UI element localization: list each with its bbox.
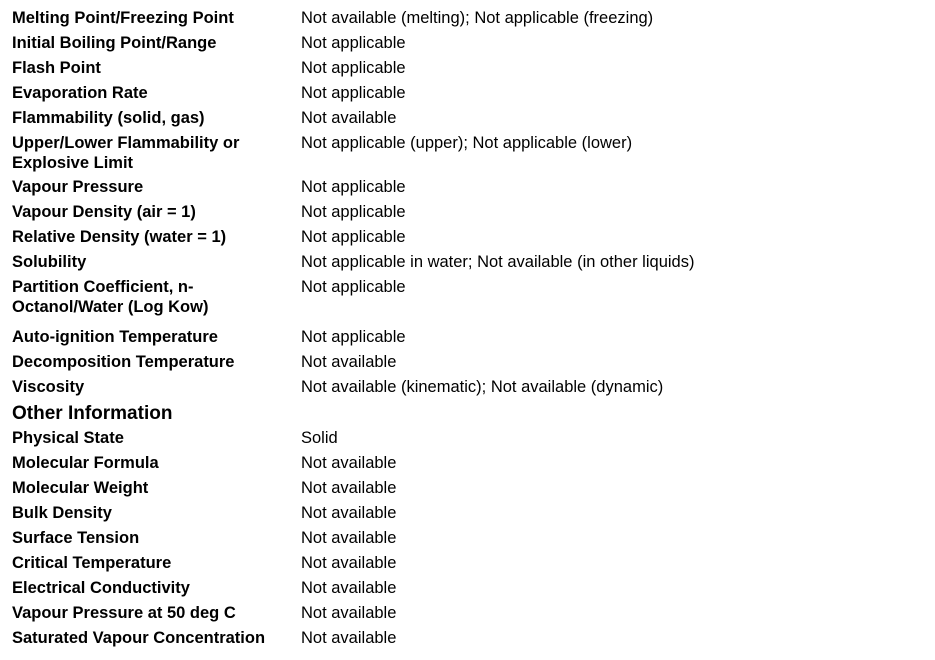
property-row	[12, 252, 912, 277]
property-value: Not applicable	[301, 59, 406, 77]
property-row	[12, 108, 912, 133]
property-value: Not applicable	[301, 228, 406, 246]
property-value: Not available	[301, 454, 397, 472]
property-value: Not applicable	[301, 34, 406, 52]
property-value: Not available	[301, 554, 397, 572]
property-row	[12, 83, 912, 108]
property-row	[12, 58, 912, 83]
property-row	[12, 428, 912, 453]
property-row	[12, 628, 912, 653]
property-value: Not available	[301, 353, 397, 371]
property-label: Saturated Vapour Concentration	[12, 629, 266, 647]
property-label: Vapour Pressure at 50 deg C	[12, 604, 236, 622]
property-label: Critical Temperature	[12, 554, 172, 572]
property-value: Not applicable	[301, 84, 406, 102]
property-label: Vapour Pressure	[12, 178, 144, 196]
property-row	[12, 227, 912, 252]
property-label: Relative Density (water = 1)	[12, 228, 227, 246]
property-value: Not available	[301, 604, 397, 622]
property-label: Molecular Weight	[12, 479, 149, 497]
property-row	[12, 377, 912, 402]
property-label: Vapour Density (air = 1)	[12, 203, 196, 221]
property-label: Solubility	[12, 253, 87, 271]
property-label: Evaporation Rate	[12, 84, 148, 102]
property-label: Decomposition Temperature	[12, 353, 235, 371]
property-value: Not available	[301, 529, 397, 547]
property-row	[12, 277, 912, 327]
property-label: Surface Tension	[12, 529, 140, 547]
property-value: Not applicable	[301, 278, 406, 296]
property-row	[12, 133, 912, 177]
property-value: Solid	[301, 429, 338, 447]
property-label: Viscosity	[12, 378, 85, 396]
property-label: Flammability (solid, gas)	[12, 109, 205, 127]
property-value: Not applicable	[301, 328, 406, 346]
property-value: Not applicable	[301, 178, 406, 196]
property-row	[12, 202, 912, 227]
property-row	[12, 33, 912, 58]
property-row	[12, 453, 912, 478]
property-label: Flash Point	[12, 59, 101, 77]
property-value: Not available (kinematic); Not available (dynamic)	[301, 378, 664, 396]
property-value: Not available	[301, 579, 397, 597]
property-row	[12, 503, 912, 528]
property-row	[12, 553, 912, 578]
property-value: Not applicable	[301, 203, 406, 221]
property-label: Physical State	[12, 429, 124, 447]
property-value: Not applicable (upper); Not applicable (lower)	[301, 134, 633, 152]
property-label: Bulk Density	[12, 504, 112, 522]
properties-document	[12, 8, 912, 653]
property-value: Not available	[301, 479, 397, 497]
property-label: Upper/Lower Flammability or Explosive Limit	[12, 134, 240, 172]
property-value: Not available	[301, 109, 397, 127]
property-row	[12, 478, 912, 503]
property-row	[12, 8, 912, 33]
property-label: Auto-ignition Temperature	[12, 328, 218, 346]
property-label: Initial Boiling Point/Range	[12, 34, 217, 52]
property-row	[12, 578, 912, 603]
property-label: Melting Point/Freezing Point	[12, 9, 234, 27]
property-row	[12, 603, 912, 628]
property-row	[12, 177, 912, 202]
property-row	[12, 327, 912, 352]
property-value: Not available	[301, 504, 397, 522]
property-label: Molecular Formula	[12, 454, 159, 472]
section-heading: Other Information	[12, 403, 173, 424]
property-value: Not available	[301, 629, 397, 647]
property-value: Not available (melting); Not applicable (freezing)	[301, 9, 654, 27]
property-row	[12, 528, 912, 553]
property-label: Electrical Conductivity	[12, 579, 190, 597]
property-row	[12, 352, 912, 377]
property-label: Partition Coefficient, n-Octanol/Water (Log Kow)	[12, 278, 209, 316]
property-value: Not applicable in water; Not available (in other liquids)	[301, 253, 695, 271]
